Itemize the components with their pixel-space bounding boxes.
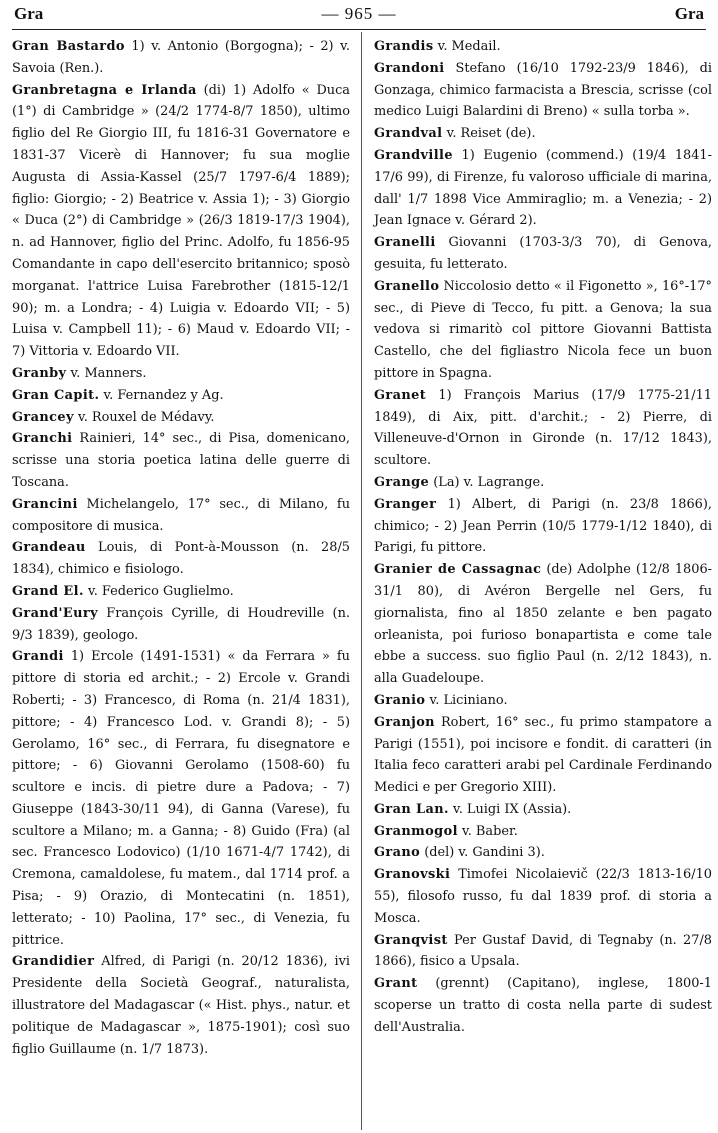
- left-column: [12, 36, 350, 1060]
- entry-headword: Gran Lan.: [374, 801, 449, 817]
- dictionary-entry: [374, 472, 712, 494]
- header-left-guide-word: Gra: [14, 4, 44, 23]
- entry-headword: Granjon: [374, 714, 435, 730]
- entry-text: v. Rouxel de Médavy.: [73, 409, 215, 425]
- entry-headword: Granmogol: [374, 823, 458, 839]
- entry-headword: Granello: [374, 278, 440, 294]
- entry-text: 1) François Marius (17/9 1775-21/11 1849), di Aix, pitt. d'archit.; - 2) Pierre, di Villeneuve-d'Ornon in Gironde (n. 17/12 1843), scultore.: [374, 387, 712, 469]
- entry-text: v. Reiset (de).: [442, 126, 536, 142]
- entry-headword: Granovski: [374, 867, 451, 883]
- page-number: — 965 —: [321, 4, 397, 23]
- dictionary-entry: [12, 494, 350, 538]
- dictionary-entry: [12, 646, 350, 951]
- entry-headword: Granger: [374, 496, 437, 512]
- dictionary-entry: [374, 842, 712, 864]
- dictionary-entry: [374, 973, 712, 1038]
- dictionary-entry: [12, 385, 350, 407]
- entry-headword: Grandval: [374, 126, 443, 142]
- entry-headword: Grange: [374, 474, 430, 490]
- entry-headword: Grandville: [374, 147, 453, 163]
- header-rule: [12, 29, 706, 30]
- entry-text: v. Fernandez y Ag.: [99, 387, 224, 403]
- entry-text: (de) Adolphe (12/8 1806-31/1 80), di Avéron Bergelle nel Gers, fu giornalista, fino al 1850 zelante e ben pagato orleanista, poi furioso bonapartista e come tale ebbe a success. suo figlio Paul (n. 2/12 1843), n. alla Guadeloupe.: [374, 562, 713, 687]
- entry-headword: Gran Bastardo: [12, 39, 125, 54]
- dictionary-entry: [12, 603, 350, 647]
- entry-text: 1) Ercole (1491-1531) « da Ferrara » fu pittore di storia ed archit.; - 2) Ercole v. Grandi Roberti; - 3) Francesco, di Roma (n. 21/4 1831), pittore; - 4) Francesco Lod. v. Grandi 8); - 5) Gerolamo, 16° sec., di Ferrara, fu disegnatore e pittore; - 6) Giovanni Gerolamo (1508-60) fu scultore e incis. di pietre dure a Padova; - 7) Giuseppe (1843-30/11 94), di Ganna (Varese), fu scultore a Milano; m. a Ganna; - 8) Guido (Fra) (al sec. Francesco Lodovico) (1/10 1671-4/7 1742), di Cremona, camaldolese, fu matem., dal 1714 prof. a Pisa; - 9) Orazio, di Montecatini (n. 1851), letterato; - 10) Paolina, 17° sec., di Venezia, fu pittrice.: [12, 649, 350, 948]
- dictionary-entry: [374, 494, 712, 559]
- entry-text: Michelangelo, 17° sec., di Milano, fu compositore di musica.: [12, 496, 350, 534]
- entry-headword: Grant: [374, 976, 418, 992]
- dictionary-entry: [374, 385, 712, 472]
- dictionary-entry: [12, 36, 350, 80]
- entry-text: Timofei Nicolaievič (22/3 1813-16/10 55), filosofo russo, fu dal 1839 prof. di storia a Mosca.: [374, 867, 712, 926]
- entry-text: Alfred, di Parigi (n. 20/12 1836), ivi Presidente della Società Geograf., naturalista, illustratore del Madagascar (« Hist. phys., natur. et politique de Madagascar », 1875-1901); così suo figlio Guillaume (n. 1/7 1873).: [12, 954, 350, 1057]
- entry-headword: Granby: [12, 365, 67, 381]
- dictionary-entry: [12, 951, 350, 1060]
- dictionary-entry: [374, 123, 712, 145]
- entry-headword: Gran Capit.: [12, 387, 100, 403]
- entry-text: 1) Albert, di Parigi (n. 23/8 1866), chimico; - 2) Jean Perrin (10/5 1779-1/12 1840), di Parigi, fu pittore.: [374, 496, 712, 556]
- right-column: [374, 36, 712, 1039]
- entry-text: Niccolosio detto « il Figonetto », 16°-17° sec., di Pieve di Tecco, fu pitt. a Genova; la sua vedova si rimaritò col pittore Giovanni Battista Castello, che del figliastro Nicola fece un buon pittore in Spagna.: [374, 278, 712, 381]
- entry-text: 1) Eugenio (commend.) (19/4 1841-17/6 99), di Firenze, fu valoroso ufficiale di marina, dall' 1/7 1898 Vice Ammiraglio; m. a Venezia; - 2) Jean Ignace v. Gérard 2).: [374, 147, 712, 229]
- dictionary-entry: [374, 145, 712, 232]
- dictionary-entry: [374, 864, 712, 929]
- column-divider: [361, 32, 362, 1130]
- entry-text: François Cyrille, di Houdreville (n. 9/3 1839), geologo.: [12, 605, 350, 643]
- entry-text: v. Manners.: [66, 365, 147, 381]
- entry-text: (grennt) (Capitano), inglese, 1800-1 scoperse un tratto di costa nella parte di sudest dell'Australia.: [374, 976, 712, 1035]
- dictionary-entry: [12, 80, 350, 363]
- entry-text: v. Luigi IX (Assia).: [448, 801, 572, 817]
- entry-text: Rainieri, 14° sec., di Pisa, domenicano, scrisse una storia poetica latina delle guerre di Toscana.: [12, 431, 350, 490]
- entry-text: 1) v. Antonio (Borgogna); - 2) v. Savoia (Ren.).: [12, 39, 350, 76]
- dictionary-entry: [374, 36, 712, 58]
- dictionary-entry: [374, 690, 712, 712]
- entry-text: (di) 1) Adolfo « Duca (1°) di Cambridge » (24/2 1774-8/7 1850), ultimo figlio del Re Giorgio III, fu 1816-31 Governatore e 1831-37 Vicerè di Hannover; fu sua moglie Augusta di Assia-Kassel (25/7 1797-6/4 1889); figlio: Giorgio; - 2) Beatrice v. Assia 1); - 3) Giorgio « Duca (2°) di Cambridge » (26/3 1819-17/3 1904), n. ad Hannover, figlio del Princ. Adolfo, fu 1856-95 Comandante in capo dell'esercito britannico; sposò morganat. l'attrice Luisa Farebrother (1815-12/1 90); m. a Londra; - 4) Luigia v. Edoardo VII; - 5) Luisa v. Campbell 11); - 6) Maud v. Edoardo VII; - 7) Vittoria v. Edoardo VII.: [12, 82, 350, 360]
- entry-headword: Granchi: [12, 431, 73, 447]
- entry-headword: Grand El.: [12, 583, 84, 599]
- dictionary-entry: [12, 428, 350, 493]
- entry-text: (del) v. Gandini 3).: [420, 845, 545, 861]
- entry-text: Louis, di Pont-à-Mousson (n. 28/5 1834), chimico e fisiologo.: [12, 540, 350, 578]
- dictionary-entry: [374, 821, 712, 843]
- dictionary-entry: [374, 930, 712, 974]
- dictionary-entry: [12, 407, 350, 429]
- dictionary-entry: [12, 537, 350, 581]
- entry-text: v. Baber.: [457, 823, 518, 839]
- entry-headword: Grandeau: [12, 540, 86, 556]
- entry-text: Giovanni (1703-3/3 70), di Genova, gesuita, fu letterato.: [374, 235, 712, 272]
- entry-headword: Grandoni: [374, 60, 445, 76]
- entry-headword: Granqvist: [374, 932, 448, 948]
- entry-headword: Granio: [374, 692, 426, 708]
- entry-text: Per Gustaf David, di Tegnaby (n. 27/8 1866), fisico a Upsala.: [374, 932, 712, 970]
- entry-text: Stefano (16/10 1792-23/9 1846), di Gonzaga, chimico farmacista a Brescia, scrisse (col medico Luigi Balardini di Breno) « sulla torba ».: [374, 60, 712, 120]
- entry-headword: Grandi: [12, 649, 64, 665]
- entry-headword: Granier de Cassagnac: [374, 562, 542, 578]
- header-right-guide-word: Gra: [674, 4, 704, 23]
- entry-headword: Granelli: [374, 235, 436, 251]
- entry-headword: Grandidier: [12, 954, 95, 970]
- entry-headword: Granbretagna e Irlanda: [12, 82, 197, 98]
- entry-headword: Grand'Eury: [12, 605, 98, 621]
- entry-text: v. Liciniano.: [425, 692, 508, 708]
- entry-text: (La) v. Lagrange.: [429, 474, 545, 490]
- entry-headword: Grancey: [12, 409, 74, 425]
- page-header: [14, 0, 704, 28]
- entry-headword: Grano: [374, 845, 421, 861]
- dictionary-entry: [374, 799, 712, 821]
- dictionary-entry: [374, 232, 712, 276]
- dictionary-entry: [12, 581, 350, 603]
- dictionary-entry: [374, 276, 712, 385]
- entry-text: v. Medail.: [433, 39, 501, 54]
- entry-text: v. Federico Guglielmo.: [83, 583, 234, 599]
- dictionary-entry: [374, 712, 712, 799]
- entry-headword: Grancini: [12, 496, 78, 512]
- dictionary-entry: [374, 559, 712, 690]
- dictionary-entry: [12, 363, 350, 385]
- entry-headword: Grandis: [374, 39, 434, 54]
- entry-text: Robert, 16° sec., fu primo stampatore a Parigi (1551), poi incisore e fondit. di caratteri (in Italia feco caratteri arabi pel Cardinale Ferdinando Medici e per Gregorio XIII).: [374, 714, 712, 796]
- entry-headword: Granet: [374, 387, 427, 403]
- dictionary-entry: [374, 58, 712, 123]
